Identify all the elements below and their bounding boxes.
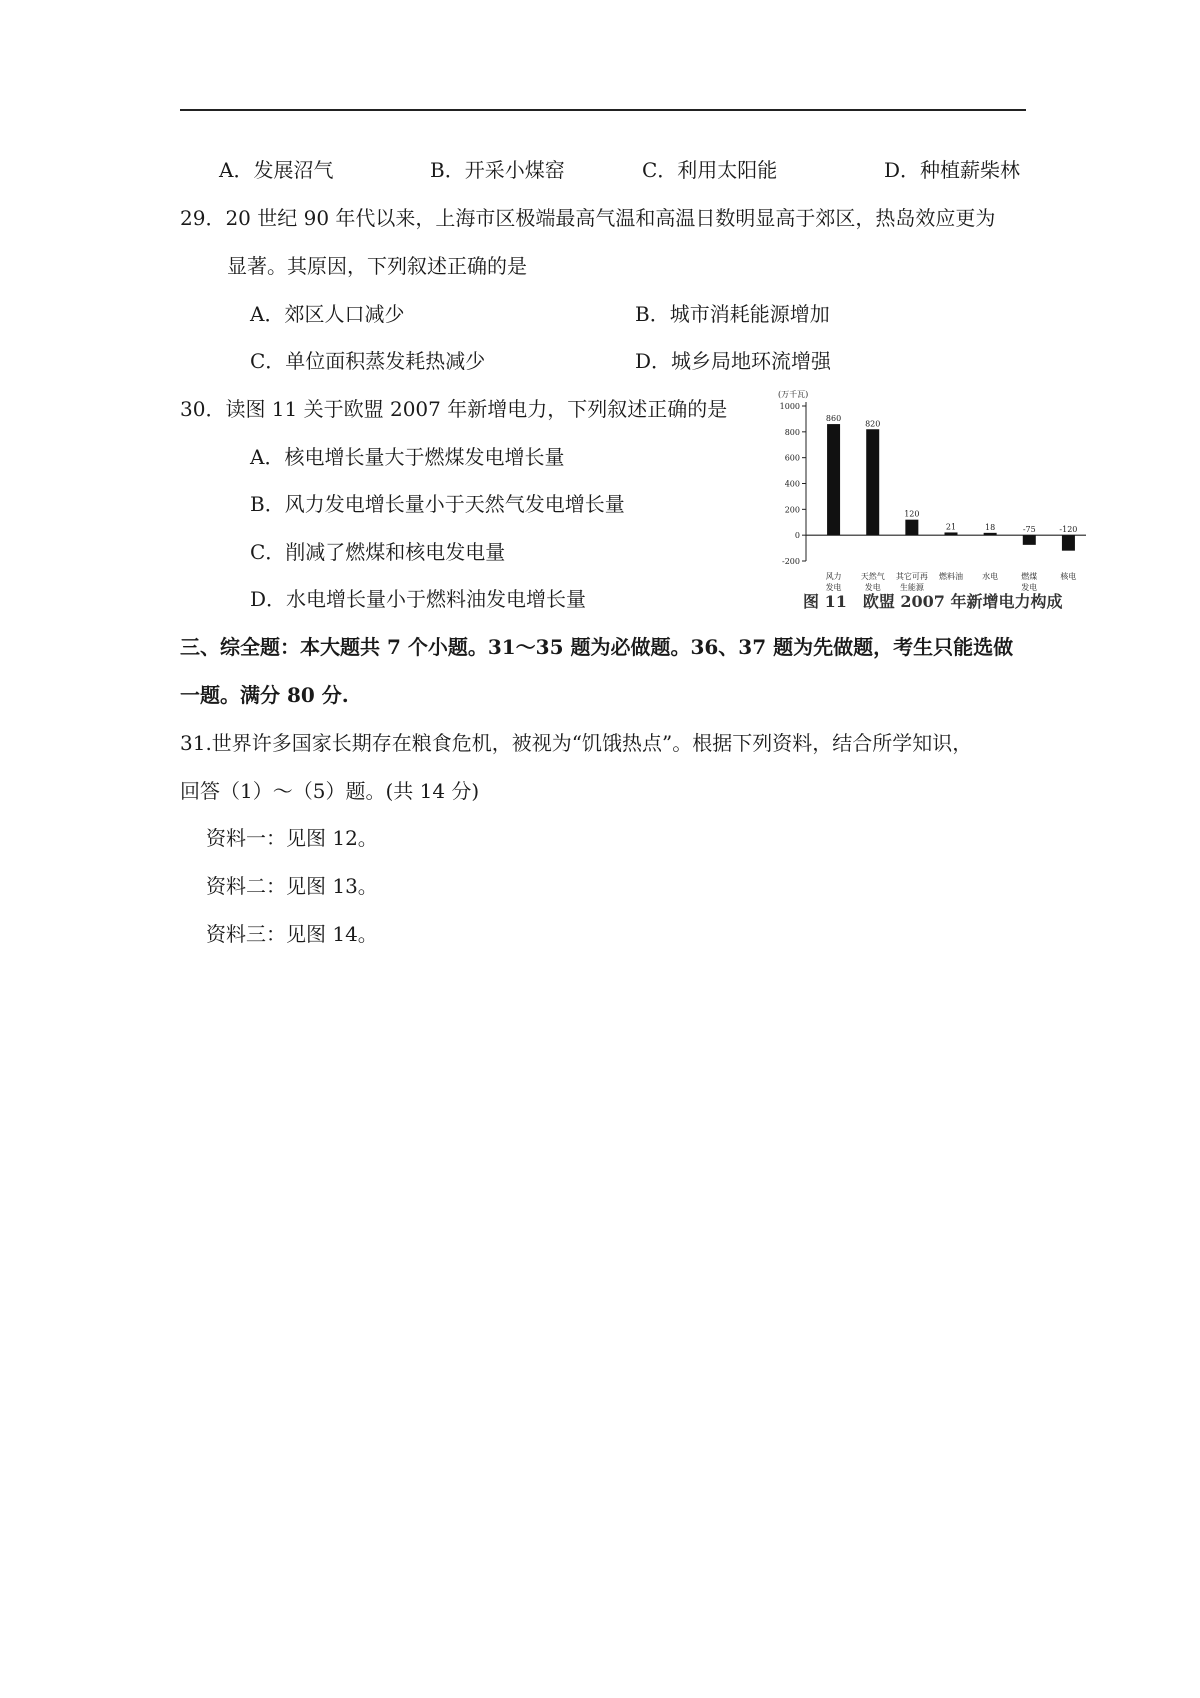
q29-option-b: B．城市消耗能源增加 [635,302,830,326]
bar-0 [827,424,840,535]
y-axis-unit-label: (万千瓦) [778,390,809,399]
header-rule [180,109,1026,111]
y-tick-label: 1000 [779,402,800,411]
q31-stem-line1: 31.世界许多国家长期存在粮食危机，被视为“饥饿热点”。根据下列资料，结合所学知识， [180,731,973,755]
q30-option-c: C．削减了燃煤和核电发电量 [250,540,506,564]
q31-material1: 资料一：见图 12。 [206,826,378,850]
y-tick-label: 200 [784,505,800,515]
category-label-5-0: 燃煤 [1021,572,1038,581]
q28-option-b: B．开采小煤窑 [430,158,565,182]
y-tick-label: 400 [784,479,800,489]
bar-3 [945,532,958,535]
y-tick-label: 800 [784,427,800,437]
section3-heading-line2: 一题。满分 80 分. [180,683,349,707]
category-label-3-0: 燃料油 [939,572,963,581]
q30-option-b: B．风力发电增长量小于天然气发电增长量 [250,492,625,516]
bar-value-label-3: 21 [945,522,957,532]
q30-option-a: A．核电增长量大于燃煤发电增长量 [250,445,565,469]
q29-option-a: A．郊区人口减少 [250,302,405,326]
bar-value-label-1: 820 [865,419,881,429]
figure11-caption: 图 11 欧盟 2007 年新增电力构成 [803,592,1063,611]
bar-5 [1023,535,1036,545]
bar-value-label-0: 860 [825,414,842,424]
q29-stem-line2: 显著。其原因，下列叙述正确的是 [227,254,527,278]
bar-6 [1062,535,1075,551]
category-label-4-0: 水电 [982,572,999,581]
bar-4 [984,533,997,535]
q31-material2: 资料二：见图 13。 [206,874,378,898]
q29-option-d: D．城乡局地环流增强 [635,349,832,373]
bar-value-label-5: -75 [1022,525,1036,535]
figure11-bar-chart [770,388,1090,618]
category-label-0-0: 风力 [825,572,842,581]
category-label-1-1: 发电 [864,583,881,592]
y-tick-label: -200 [782,557,800,566]
q28-option-d: D．种植薪柴林 [884,158,1021,182]
category-label-2-0: 其它可再 [895,572,928,581]
y-tick-label: 600 [784,453,800,463]
category-label-1-0: 天然气 [860,572,885,581]
category-label-6-0: 核电 [1060,572,1077,581]
bar-2 [905,520,918,536]
bar-value-label-4: 18 [985,522,996,532]
category-label-0-1: 发电 [825,583,842,592]
q30-option-d: D．水电增长量小于燃料油发电增长量 [250,587,587,611]
q31-stem-line2: 回答（1）～（5）题。(共 14 分) [180,779,480,803]
q28-option-c: C．利用太阳能 [642,158,778,182]
y-tick-label: 0 [794,531,800,541]
bar-value-label-2: 120 [904,509,920,519]
q30-stem: 30．读图 11 关于欧盟 2007 年新增电力，下列叙述正确的是 [180,397,728,421]
q29-stem-line1: 29．20 世纪 90 年代以来，上海市区极端最高气温和高温日数明显高于郊区，热岛效应更为 [180,206,996,230]
category-label-2-1: 生能源 [899,583,924,592]
q31-material3: 资料三：见图 14。 [206,922,378,946]
q28-option-a: A．发展沼气 [219,158,334,182]
q29-option-c: C．单位面积蒸发耗热减少 [250,349,486,373]
category-label-5-1: 发电 [1021,583,1038,592]
bar-value-label-6: -120 [1059,525,1078,535]
section3-heading-line1: 三、综全题：本大题共 7 个小题。31～35 题为必做题。36、37 题为先做题，考生只能选做 [180,635,1014,659]
bar-1 [866,429,879,535]
